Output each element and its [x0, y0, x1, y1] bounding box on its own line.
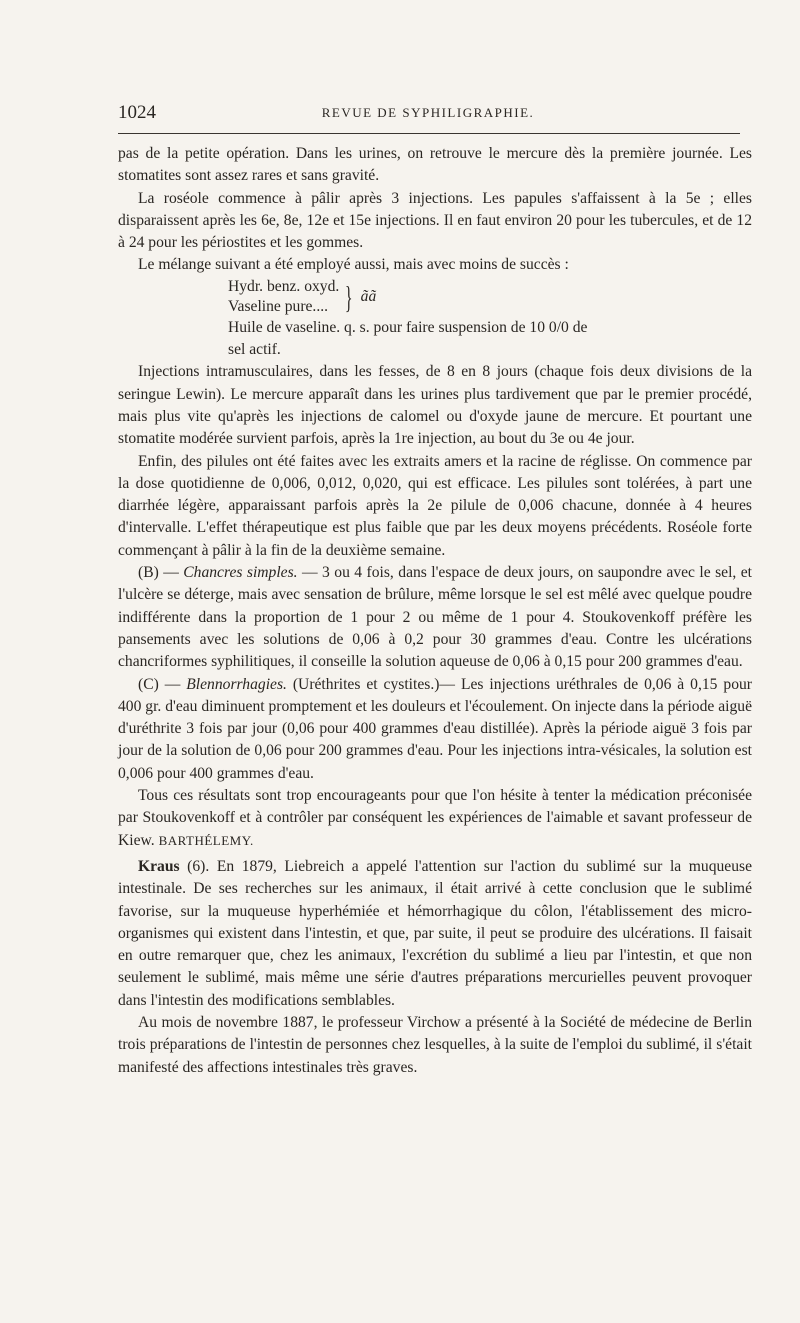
formula-huile-line-b: sel actif.: [228, 341, 281, 359]
paragraph-9: [118, 856, 752, 1012]
page-body: [118, 143, 752, 1079]
running-title: REVUE DE SYPHILIGRAPHIE.: [321, 105, 535, 120]
formula-ingredients: [228, 277, 339, 317]
section-c-text: (Uréthrites et cystites.)— Les injections uréthrales de 0,06 à 0,15 pour 400 gr. d'eau diminuent promptement et les douleurs et l'écoulement. On injecte dans la période aiguë d'uréthrite 3 fois par jour (0,06 pour 400 grammes d'eau distillée). Après la période aiguë 3 fois par jour de la solution de 0,06 pour 200 grammes d'eau. Pour les injections intra-vésicales, la solution est 0,006 pour 400 grammes d'eau.: [118, 675, 752, 782]
signature: BARTHÉLEMY.: [158, 832, 254, 848]
paragraph-3: Le mélange suivant a été employé aussi, mais avec moins de succès :: [138, 256, 569, 274]
formula-aa: ãã: [360, 287, 377, 305]
paragraph-8: [118, 785, 752, 852]
paragraph-6: [118, 562, 752, 673]
paragraph-2: La roséole commence à pâlir après 3 injections. Les papules s'affaissent à la 5e ; elles disparaissent après les 6e, 8e, 12e et 15e injections. Il en faut environ 20 pour les tubercules, et de 12 à 24 pour les périostites et les gommes.: [118, 189, 752, 252]
author-name: Kraus: [138, 857, 180, 875]
paragraph-9-text: (6). En 1879, Liebreich a appelé l'attention sur l'action du sublimé sur la muqueuse intestinale. De ses recherches sur les animaux, il était arrivé à cette conclusion que le sublimé favorise, sur la muqueuse hyperhémiée et hémorrhagique du côlon, l'établissement des micro-organismes qui existent dans l'intestin, et que, par suite, il peut se produire des ulcérations. Il faisait en outre remarquer que, chez les animaux, l'excrétion du sublimé a lieu par l'intestin, et que non seulement le sublimé, mais même une série d'autres préparations mercurielles peuvent provoquer dans l'intestin des modifications semblables.: [118, 857, 752, 1009]
header-rule: [118, 133, 740, 134]
formula-line-1: Hydr. benz. oxyd.: [228, 277, 340, 295]
paragraph-4: Injections intramusculaires, dans les fesses, de 8 en 8 jours (chaque fois deux divisions de la seringue Lewin). Le mercure apparaît dans les urines plus tardivement que par le premier procédé, mais plus vite qu'après les injections de calomel ou d'oxyde jaune de mercure. Et pourtant une stomatite modérée survient parfois, après la 1re injection, au bout du 3e ou 4e jour.: [118, 363, 752, 448]
formula-line-2: Vaseline pure....: [228, 297, 329, 315]
section-c-prefix: (C) —: [138, 675, 187, 693]
paragraph-10: Au mois de novembre 1887, le professeur Virchow a présenté à la Société de médecine de Berlin trois préparations de l'intestin de personnes chez lesquelles, à la suite de l'emploi du sublimé, il s'était manifesté des affections intestinales très graves.: [118, 1013, 752, 1076]
formula-brace: }: [345, 278, 353, 315]
formula-huile: [228, 317, 752, 362]
section-b-title: Chancres simples.: [183, 564, 298, 582]
formula-block: [228, 277, 752, 362]
paragraph-7: [118, 674, 752, 785]
section-c-title: Blennorrhagies.: [186, 675, 287, 693]
section-b-text: — 3 ou 4 fois, dans l'espace de deux jours, on saupondre avec le sel, et l'ulcère se déterge, mais avec sensation de brûlure, même lorsque le sel est mêlé avec quelque poudre indifférente dans la proportion de 1 pour 2 ou même de 1 pour 4. Stoukovenkoff préfère les pansements avec les solutions de 0,06 à 0,2 pour 30 grammes d'eau. Contre les ulcérations chancriformes syphilitiques, il conseille la solution aqueuse de 0,06 à 0,15 pour 200 grammes d'eau.: [118, 564, 752, 671]
page-header: [118, 102, 738, 130]
formula-row: [228, 277, 752, 317]
section-b-prefix: (B) —: [138, 564, 184, 582]
paragraph-1: pas de la petite opération. Dans les urines, on retrouve le mercure dès la première journée. Les stomatites sont assez rares et sans gravité.: [118, 145, 752, 185]
paragraph-5: Enfin, des pilules ont été faites avec les extraits amers et la racine de réglisse. On commence par la dose quotidienne de 0,006, 0,012, 0,020, qui est efficace. Les pilules sont tolérées, à part une diarrhée légère, apparaissant parfois après la 2e pilule de 0,006 chacune, donnée à 4 heures d'intervalle. L'effet thérapeutique est plus faible que par les deux moyens précédents. Roséole forte commençant à pâlir à la fin de la deuxième semaine.: [118, 452, 752, 559]
formula-huile-line-a: Huile de vaseline. q. s. pour faire suspension de 10 0/0 de: [228, 318, 588, 336]
page-number: 1024: [118, 102, 156, 123]
paragraph-8-text: Tous ces résultats sont trop encourageants pour que l'on hésite à tenter la médication préconisée par Stoukovenkoff et à contrôler par conséquent les expériences de l'aimable et savant professeur de Kiew.: [118, 787, 752, 849]
